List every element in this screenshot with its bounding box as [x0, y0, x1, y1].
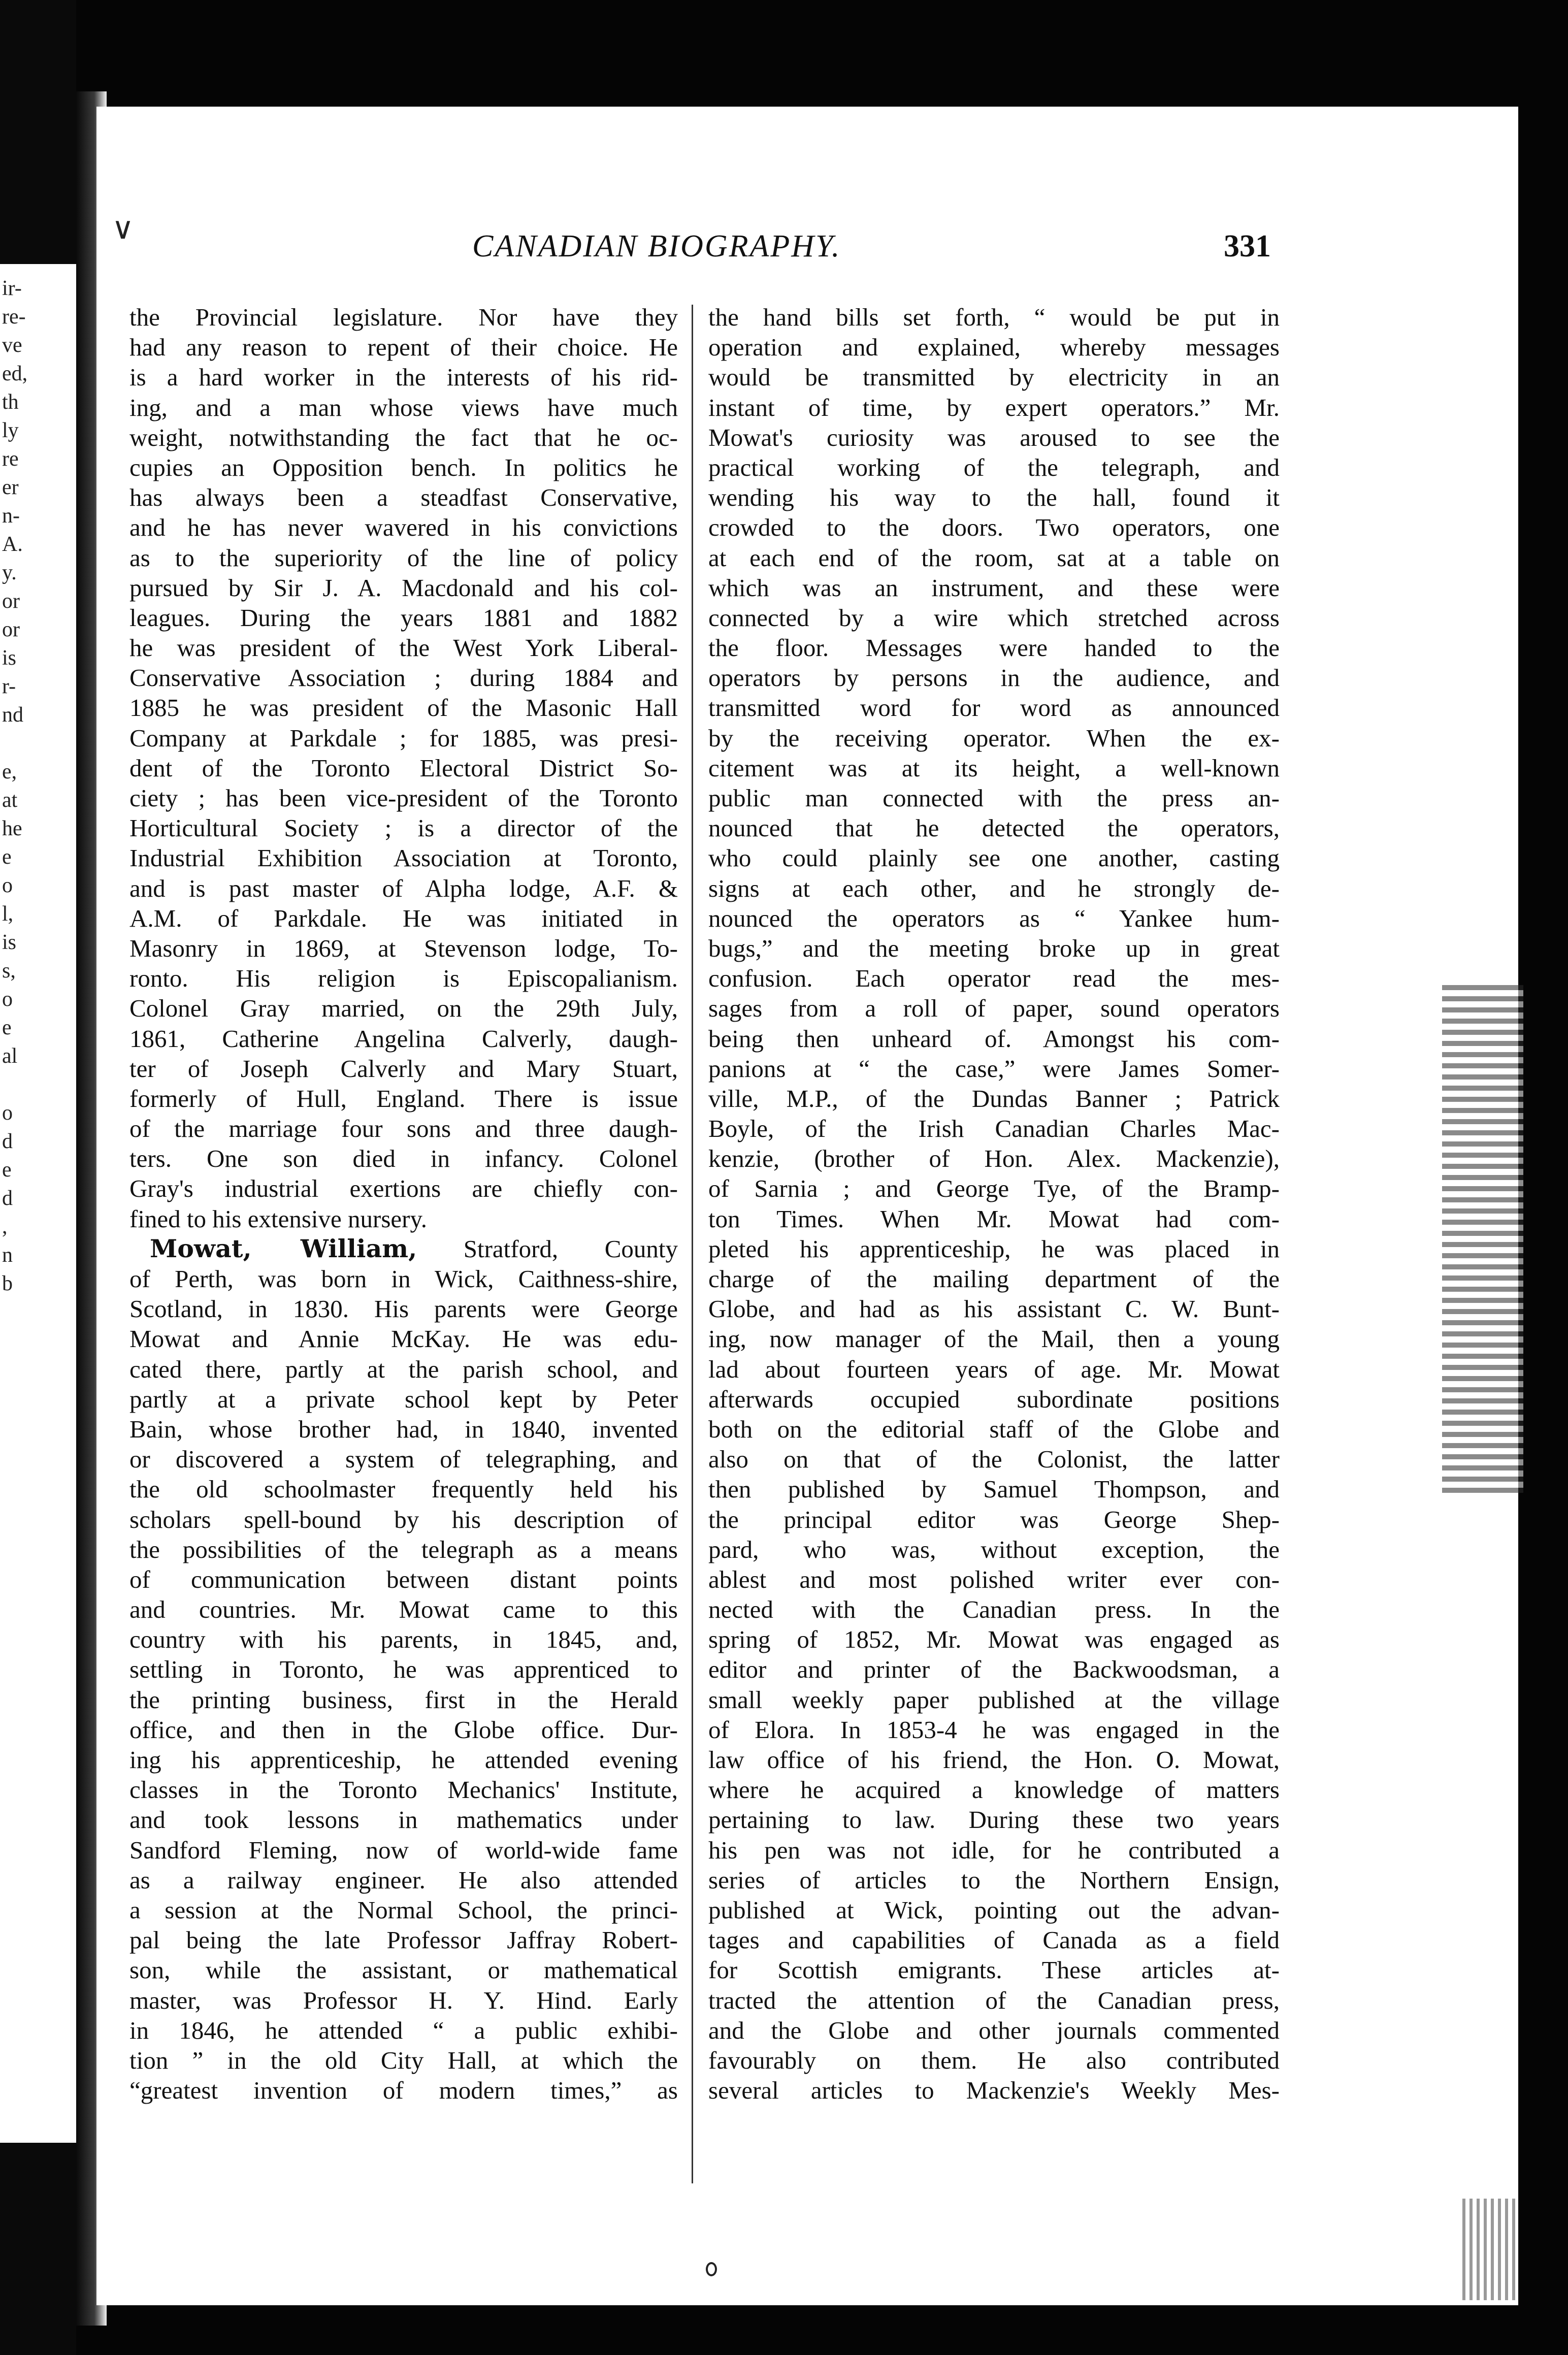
line-text: Company at Parkdale ; for 1885, was presi- — [129, 724, 678, 752]
text-line — [129, 1264, 678, 1294]
text-line — [708, 1955, 1280, 1985]
text-line — [129, 1955, 678, 1985]
line-text: panions at “ the case,” were James Somer- — [708, 1054, 1280, 1083]
fragment-line: o — [2, 874, 13, 897]
line-text: cupies an Opposition bench. In politics he — [129, 453, 678, 481]
text-line — [708, 1865, 1280, 1895]
fragment-line: er — [2, 476, 19, 499]
text-line — [708, 783, 1280, 813]
text-line — [708, 903, 1280, 933]
text-line — [129, 1745, 678, 1775]
text-line — [708, 1354, 1280, 1384]
line-text: wending his way to the hall, found it — [708, 483, 1280, 512]
text-line — [129, 1865, 678, 1895]
line-text: Sandford Fleming, now of world-wide fame — [129, 1836, 678, 1864]
text-line — [708, 1564, 1280, 1594]
line-text: Colonel Gray married, on the 29th July, — [129, 994, 678, 1023]
fragment-line: b — [2, 1272, 13, 1295]
text-line — [708, 633, 1280, 663]
line-text: would be transmitted by electricity in an — [708, 363, 1280, 391]
line-text: tion ” in the old City Hall, at which the — [129, 2046, 678, 2074]
line-text: pleted his apprenticeship, he was placed in — [708, 1234, 1280, 1263]
text-line — [129, 1204, 678, 1234]
line-text: then published by Samuel Thompson, and — [708, 1475, 1280, 1503]
fragment-line: ir- — [2, 277, 22, 300]
text-line — [129, 1925, 678, 1955]
line-text: law office of his friend, the Hon. O. Mowat, — [708, 1746, 1280, 1774]
text-line — [708, 2045, 1280, 2075]
line-text: public man connected with the press an- — [708, 784, 1280, 812]
text-line — [129, 1564, 678, 1594]
text-line — [129, 1805, 678, 1835]
line-text: by the receiving operator. When the ex- — [708, 724, 1280, 752]
scan-edge-noise-bottom — [1462, 2199, 1518, 2300]
line-text: for Scottish emigrants. These articles at- — [708, 1956, 1280, 1984]
line-text: the old schoolmaster frequently held his — [129, 1475, 678, 1503]
line-text: bugs,” and the meeting broke up in great — [708, 934, 1280, 962]
line-text: nected with the Canadian press. In the — [708, 1595, 1280, 1624]
text-line — [708, 512, 1280, 542]
text-line — [708, 1324, 1280, 1354]
text-line — [129, 392, 678, 422]
fragment-line: nd — [2, 703, 23, 727]
text-line — [129, 332, 678, 362]
line-text: lad about fourteen years of age. Mr. Mowat — [708, 1355, 1280, 1383]
line-text: the possibilities of the telegraph as a means — [129, 1535, 678, 1563]
text-line — [708, 1895, 1280, 1925]
fragment-line: th — [2, 390, 19, 414]
text-line — [129, 963, 678, 993]
line-text: being then unheard of. Amongst his com- — [708, 1024, 1280, 1053]
text-line — [129, 1173, 678, 1203]
fragment-line: o — [2, 988, 13, 1011]
line-text: Stratford, County — [417, 1234, 678, 1263]
line-text: both on the editorial staff of the Globe and — [708, 1415, 1280, 1443]
line-text: confusion. Each operator read the mes- — [708, 964, 1280, 993]
line-text: citement was at its height, a well-known — [708, 754, 1280, 782]
line-text: Gray's industrial exertions are chiefly con- — [129, 1174, 678, 1203]
text-line — [708, 1474, 1280, 1504]
text-line — [708, 993, 1280, 1023]
adjacent-page-text-fragments — [2, 274, 73, 1326]
line-text: sages from a roll of paper, sound operators — [708, 994, 1280, 1023]
line-text: he was president of the West York Liberal- — [129, 634, 678, 662]
line-text: son, while the assistant, or mathematical — [129, 1956, 678, 1984]
line-text: series of articles to the Northern Ensign, — [708, 1866, 1280, 1894]
line-text: the printing business, first in the Herald — [129, 1685, 678, 1714]
fragment-line: n — [2, 1244, 13, 1267]
line-text: 1885 he was president of the Masonic Hall — [129, 694, 678, 722]
line-text: operators by persons in the audience, and — [708, 664, 1280, 692]
text-line — [708, 1384, 1280, 1414]
text-line — [129, 1324, 678, 1354]
text-line — [129, 482, 678, 512]
entry-heading-name: Mowat, William, — [150, 1233, 417, 1263]
text-line — [708, 1234, 1280, 1264]
fragment-line: or — [2, 618, 20, 641]
text-line — [129, 1775, 678, 1805]
page-number: 331 — [1224, 229, 1271, 264]
text-line — [129, 1384, 678, 1414]
text-line — [129, 422, 678, 452]
line-text: of Elora. In 1853-4 he was engaged in the — [708, 1715, 1280, 1744]
text-line — [708, 1745, 1280, 1775]
text-line — [129, 1715, 678, 1745]
line-text: transmitted word for word as announced — [708, 694, 1280, 722]
footer-ornament — [706, 2262, 717, 2276]
line-text: formerly of Hull, England. There is issue — [129, 1084, 678, 1113]
line-text: office, and then in the Globe office. Dur- — [129, 1715, 678, 1744]
fragment-line: e — [2, 1016, 12, 1039]
text-line — [129, 512, 678, 542]
text-line — [129, 1895, 678, 1925]
text-line — [708, 963, 1280, 993]
line-text: 1861, Catherine Angelina Calverly, daugh- — [129, 1024, 678, 1053]
text-line — [129, 1474, 678, 1504]
line-text: ciety ; has been vice-president of the Toronto — [129, 784, 678, 812]
text-line — [129, 1654, 678, 1684]
fragment-line — [2, 1070, 73, 1099]
fragment-line: r- — [2, 675, 16, 698]
line-text: master, was Professor H. Y. Hind. Early — [129, 1986, 678, 2014]
text-line — [708, 1594, 1280, 1624]
left-text-column — [129, 302, 678, 2105]
corner-mark: ∨ — [112, 211, 134, 246]
text-line — [708, 543, 1280, 573]
fragment-line: re — [2, 447, 19, 471]
text-line — [708, 1143, 1280, 1173]
text-line — [708, 723, 1280, 753]
line-text: Conservative Association ; during 1884 and — [129, 664, 678, 692]
line-text: ablest and most polished writer ever con- — [708, 1565, 1280, 1593]
text-line — [708, 933, 1280, 963]
line-text: Scotland, in 1830. His parents were George — [129, 1295, 678, 1323]
text-line — [129, 1024, 678, 1054]
line-text: ville, M.P., of the Dundas Banner ; Patrick — [708, 1084, 1280, 1113]
text-line — [129, 723, 678, 753]
line-text: kenzie, (brother of Hon. Alex. Mackenzie), — [708, 1144, 1280, 1173]
line-text: cated there, partly at the parish school, and — [129, 1355, 678, 1383]
text-line — [129, 813, 678, 843]
text-line — [129, 573, 678, 603]
line-text: and took lessons in mathematics under — [129, 1806, 678, 1834]
fragment-line: or — [2, 590, 20, 613]
text-line — [129, 603, 678, 633]
fragment-line: s, — [2, 959, 16, 983]
line-text: classes in the Toronto Mechanics' Institute, — [129, 1776, 678, 1804]
text-line — [708, 1775, 1280, 1805]
text-line — [129, 1143, 678, 1173]
fragment-line: y. — [2, 561, 17, 584]
line-text: has always been a steadfast Conservative, — [129, 483, 678, 512]
fragment-line: re- — [2, 305, 26, 329]
fragment-line: al — [2, 1044, 18, 1068]
fragment-line: is — [2, 931, 17, 954]
line-text: pertaining to law. During these two years — [708, 1806, 1280, 1834]
line-text: signs at each other, and he strongly de- — [708, 874, 1280, 902]
text-line — [129, 1414, 678, 1444]
text-line — [708, 1624, 1280, 1654]
line-text: practical working of the telegraph, and — [708, 453, 1280, 481]
line-text: Bain, whose brother had, in 1840, invented — [129, 1415, 678, 1443]
line-text: of Sarnia ; and George Tye, of the Bramp- — [708, 1174, 1280, 1203]
line-text: operation and explained, whereby messages — [708, 333, 1280, 362]
text-line — [129, 543, 678, 573]
line-text: pard, who was, without exception, the — [708, 1535, 1280, 1563]
text-line — [708, 813, 1280, 843]
line-text: nounced that he detected the operators, — [708, 814, 1280, 842]
text-line — [129, 1504, 678, 1534]
text-line — [708, 452, 1280, 482]
text-line — [129, 633, 678, 663]
fragment-line: d — [2, 1187, 13, 1210]
text-line — [708, 1204, 1280, 1234]
line-text: the principal editor was George Shep- — [708, 1505, 1280, 1533]
column-divider — [692, 305, 693, 2183]
line-text: pursued by Sir J. A. Macdonald and his col- — [129, 573, 678, 602]
text-line — [708, 482, 1280, 512]
line-text: ing his apprenticeship, he attended evening — [129, 1746, 678, 1774]
line-text: instant of time, by expert operators.” Mr. — [708, 393, 1280, 421]
line-text: the floor. Messages were handed to the — [708, 634, 1280, 662]
running-head: CANADIAN BIOGRAPHY. — [472, 229, 841, 264]
text-line — [129, 1985, 678, 2015]
fragment-line: , — [2, 1215, 8, 1238]
fragment-line: o — [2, 1101, 13, 1125]
text-line — [708, 422, 1280, 452]
line-text: Mowat's curiosity was aroused to see the — [708, 423, 1280, 451]
fragment-line: ed, — [2, 362, 28, 385]
line-text: the hand bills set forth, “ would be put in — [708, 303, 1280, 331]
line-text: settling in Toronto, he was apprenticed to — [129, 1655, 678, 1684]
text-line — [708, 663, 1280, 693]
text-line — [129, 1444, 678, 1474]
line-text: at each end of the room, sat at a table on — [708, 543, 1280, 572]
text-line — [708, 1294, 1280, 1324]
line-text: Globe, and had as his assistant C. W. Bunt- — [708, 1295, 1280, 1323]
text-line — [708, 1444, 1280, 1474]
fragment-line: is — [2, 646, 17, 670]
text-line — [129, 1624, 678, 1654]
text-line — [708, 843, 1280, 873]
text-line — [708, 1805, 1280, 1835]
text-line — [129, 452, 678, 482]
text-line — [708, 1054, 1280, 1084]
fragment-line: at — [2, 789, 18, 812]
line-text: weight, notwithstanding the fact that he oc- — [129, 423, 678, 451]
line-text: partly at a private school kept by Peter — [129, 1385, 678, 1413]
line-text: in 1846, he attended “ a public exhibi- — [129, 2016, 678, 2044]
text-line — [129, 2075, 678, 2105]
fragment-line: e — [2, 845, 12, 869]
text-line — [708, 1985, 1280, 2015]
fragment-line: e — [2, 1158, 12, 1182]
line-text: “greatest invention of modern times,” as — [129, 2076, 678, 2105]
fragment-line: he — [2, 817, 22, 840]
text-line — [708, 873, 1280, 903]
text-line — [129, 302, 678, 332]
line-text: favourably on them. He also contributed — [708, 2046, 1280, 2074]
text-line — [708, 693, 1280, 723]
line-text: small weekly paper published at the village — [708, 1685, 1280, 1714]
line-text: who could plainly see one another, casting — [708, 844, 1280, 872]
line-text: and the Globe and other journals commented — [708, 2016, 1280, 2044]
line-text: of the marriage four sons and three daugh- — [129, 1115, 678, 1143]
text-line — [129, 873, 678, 903]
text-line — [708, 1534, 1280, 1564]
scan-edge-noise — [1442, 985, 1523, 1493]
text-line — [129, 1835, 678, 1865]
fragment-line: e, — [2, 760, 17, 783]
text-line — [708, 392, 1280, 422]
text-line — [129, 1685, 678, 1715]
line-text: pal being the late Professor Jaffray Robert- — [129, 1926, 678, 1954]
line-text: fined to his extensive nursery. — [129, 1204, 428, 1233]
text-line — [708, 1264, 1280, 1294]
text-line — [708, 573, 1280, 603]
text-line — [129, 1054, 678, 1084]
line-text: and is past master of Alpha lodge, A.F. & — [129, 874, 678, 902]
text-line — [129, 693, 678, 723]
line-text: ter of Joseph Calverly and Mary Stuart, — [129, 1054, 678, 1083]
text-line — [129, 993, 678, 1023]
line-text: ters. One son died in infancy. Colonel — [129, 1144, 678, 1173]
text-line — [708, 332, 1280, 362]
line-text: where he acquired a knowledge of matters — [708, 1776, 1280, 1804]
line-text: Boyle, of the Irish Canadian Charles Mac- — [708, 1115, 1280, 1143]
line-text: also on that of the Colonist, the latter — [708, 1445, 1280, 1474]
line-text: the Provincial legislature. Nor have they — [129, 303, 678, 331]
line-text: and countries. Mr. Mowat came to this — [129, 1595, 678, 1624]
text-line — [708, 1685, 1280, 1715]
text-line — [708, 1173, 1280, 1203]
text-line — [129, 1234, 678, 1264]
text-line — [129, 1294, 678, 1324]
line-text: spring of 1852, Mr. Mowat was engaged as — [708, 1625, 1280, 1654]
text-line — [129, 663, 678, 693]
text-line — [708, 1024, 1280, 1054]
line-text: as to the superiority of the line of policy — [129, 543, 678, 572]
fragment-line: n- — [2, 504, 20, 528]
text-line — [129, 1084, 678, 1114]
text-line — [708, 1114, 1280, 1143]
line-text: afterwards occupied subordinate positions — [708, 1385, 1280, 1413]
line-text: and he has never wavered in his convictions — [129, 513, 678, 542]
line-text: tages and capabilities of Canada as a field — [708, 1926, 1280, 1954]
fragment-line: ly — [2, 419, 19, 442]
line-text: had any reason to repent of their choice. He — [129, 333, 678, 362]
fragment-line: ve — [2, 334, 22, 357]
line-text: a session at the Normal School, the princi- — [129, 1895, 678, 1924]
line-text: dent of the Toronto Electoral District So- — [129, 754, 678, 782]
line-text: country with his parents, in 1845, and, — [129, 1625, 678, 1654]
line-text: ing, now manager of the Mail, then a young — [708, 1325, 1280, 1353]
text-line — [708, 603, 1280, 633]
line-text: Industrial Exhibition Association at Toronto, — [129, 844, 678, 872]
line-text: several articles to Mackenzie's Weekly Mes- — [708, 2076, 1280, 2105]
text-line — [129, 1114, 678, 1143]
fragment-line — [2, 1298, 73, 1326]
text-line — [129, 2015, 678, 2045]
text-line — [708, 2075, 1280, 2105]
line-text: crowded to the doors. Two operators, one — [708, 513, 1280, 542]
text-line — [129, 903, 678, 933]
line-text: is a hard worker in the interests of his rid- — [129, 363, 678, 391]
text-line — [129, 783, 678, 813]
text-line — [129, 933, 678, 963]
text-line — [129, 1354, 678, 1384]
fragment-line: l, — [2, 902, 14, 926]
text-line — [708, 1835, 1280, 1865]
line-text: published at Wick, pointing out the advan- — [708, 1895, 1280, 1924]
text-line — [129, 2045, 678, 2075]
line-text: Horticultural Society ; is a director of the — [129, 814, 678, 842]
text-line — [708, 2015, 1280, 2045]
line-text: of Perth, was born in Wick, Caithness-shire, — [129, 1265, 678, 1293]
line-text: ronto. His religion is Episcopalianism. — [129, 964, 678, 993]
text-line — [129, 1594, 678, 1624]
fragment-line: A. — [2, 533, 23, 556]
fragment-line: d — [2, 1130, 13, 1153]
line-text: editor and printer of the Backwoodsman, a — [708, 1655, 1280, 1684]
text-line — [708, 1654, 1280, 1684]
text-line — [129, 362, 678, 392]
line-text: charge of the mailing department of the — [708, 1265, 1280, 1293]
line-text: nounced the operators as “ Yankee hum- — [708, 904, 1280, 932]
line-text: leagues. During the years 1881 and 1882 — [129, 603, 678, 632]
text-line — [708, 1414, 1280, 1444]
line-text: ton Times. When Mr. Mowat had com- — [708, 1204, 1280, 1233]
line-text: or discovered a system of telegraphing, and — [129, 1445, 678, 1474]
text-line — [129, 843, 678, 873]
line-text: which was an instrument, and these were — [708, 573, 1280, 602]
text-line — [129, 753, 678, 783]
line-text: A.M. of Parkdale. He was initiated in — [129, 904, 678, 932]
text-line — [708, 1925, 1280, 1955]
line-text: his pen was not idle, for he contributed a — [708, 1836, 1280, 1864]
text-line — [708, 302, 1280, 332]
text-line — [708, 362, 1280, 392]
line-text: connected by a wire which stretched across — [708, 603, 1280, 632]
line-text: scholars spell-bound by his description of — [129, 1505, 678, 1533]
text-line — [708, 753, 1280, 783]
text-line — [708, 1084, 1280, 1114]
text-line — [708, 1715, 1280, 1745]
line-text: Mowat and Annie McKay. He was edu- — [129, 1325, 678, 1353]
line-text: ing, and a man whose views have much — [129, 393, 678, 421]
line-text: tracted the attention of the Canadian press, — [708, 1986, 1280, 2014]
line-text: as a railway engineer. He also attended — [129, 1866, 678, 1894]
text-line — [708, 1504, 1280, 1534]
fragment-line — [2, 729, 73, 758]
text-line — [129, 1534, 678, 1564]
line-text: Masonry in 1869, at Stevenson lodge, To- — [129, 934, 678, 962]
right-text-column — [708, 302, 1280, 2105]
line-text: of communication between distant points — [129, 1565, 678, 1593]
